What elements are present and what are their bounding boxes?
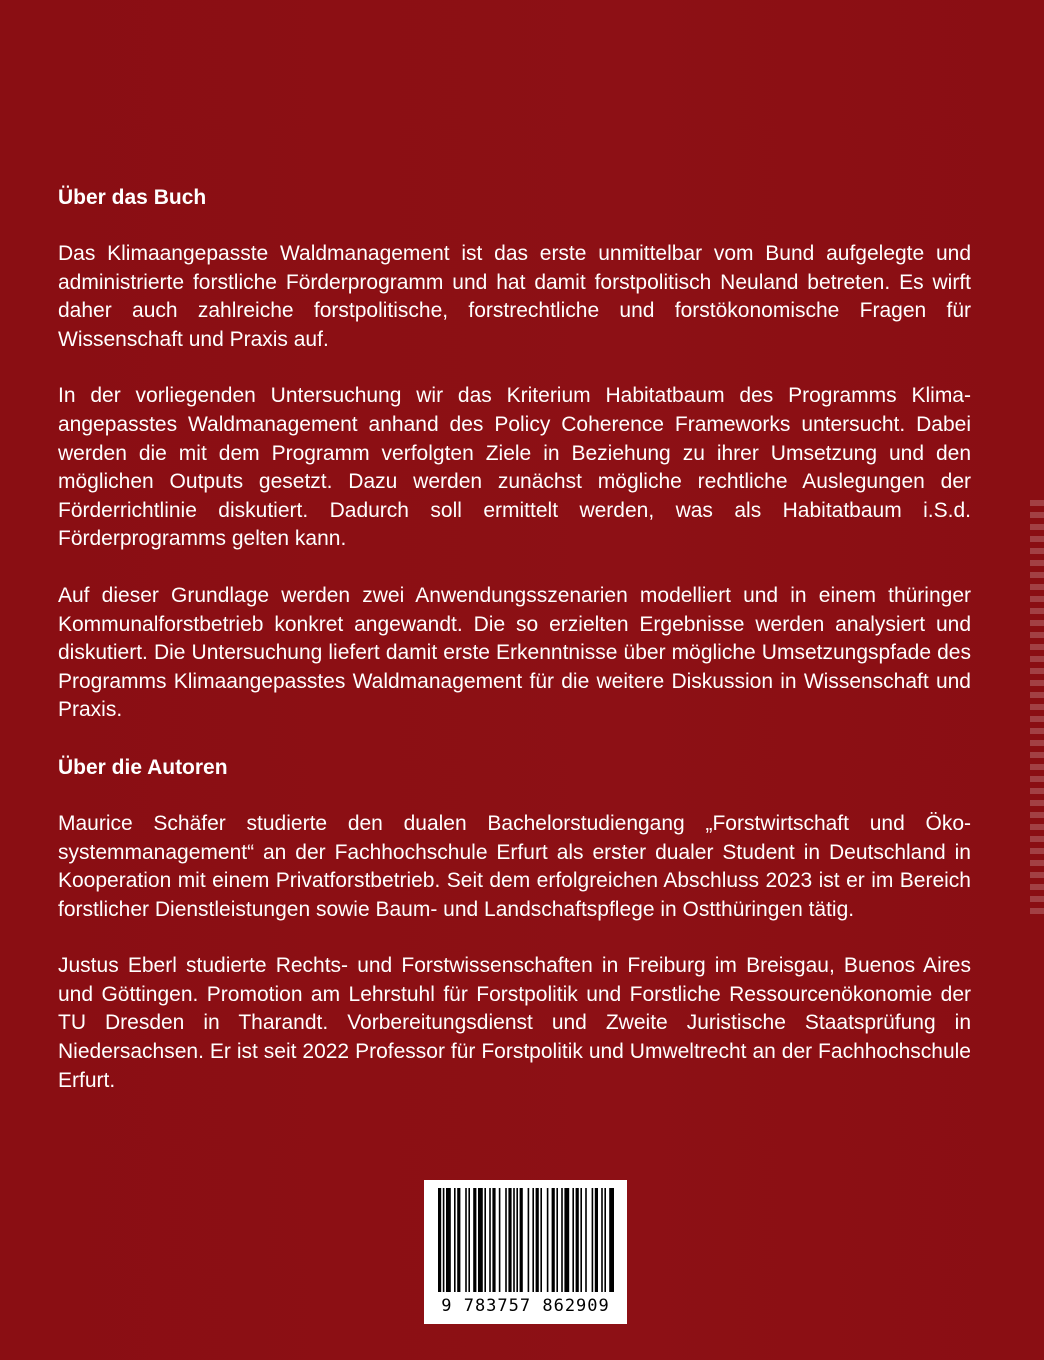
barcode-bar [484, 1188, 486, 1292]
barcode-bar [438, 1188, 441, 1292]
barcode-bar [609, 1188, 614, 1292]
about-book-paragraph-3: Auf dieser Grundlage werden zwei Anwendungsszenarien modelliert und in einem thüringer Kommunalforstbetrieb konkret angewandt. Die so erzielten Ergebnisse werden analysiert und diskutiert. Die Untersuchung liefert damit erste Erkenntnisse über mögliche Umsetzungspfade des Programms Klimaangepasstes Waldmanagement für die weitere Diskussion in Wissenschaft und Praxis. [58, 583, 971, 722]
barcode-bar [508, 1188, 511, 1292]
barcode-bar [468, 1188, 470, 1292]
barcode-bar [592, 1188, 594, 1292]
barcode-bar [516, 1188, 518, 1292]
barcode-bars [424, 1180, 627, 1300]
barcode-bar [547, 1188, 549, 1292]
barcode-bar [561, 1188, 563, 1292]
barcode-bar [505, 1188, 507, 1292]
author-bio-schaefer: Maurice Schäfer studierte den dualen Bachelorstudiengang „Forstwirtschaft und Ökosystemmanagement“ an der Fachhochschule Erfurt als erster dualer Student in Deutschland in Kooperation mit einem Privatforstbetrieb. Seit dem erfolgreichen Abschluss 2023 ist er im Bereich forstlicher Dienstleistungen sowie Baum- und Landschaftspflege in Ostthüringen tätig. [58, 811, 971, 921]
barcode-bar [536, 1188, 539, 1292]
barcode-bar [457, 1188, 460, 1292]
barcode-bar [532, 1188, 534, 1292]
about-book-heading: Über das Buch [58, 186, 207, 209]
barcode-bar [576, 1188, 579, 1292]
barcode-bar [595, 1188, 598, 1292]
isbn-barcode [424, 1180, 627, 1324]
barcode-bar [601, 1188, 603, 1292]
blurb-content [58, 183, 971, 1123]
barcode-bar [540, 1188, 542, 1292]
barcode-bar [478, 1188, 483, 1292]
barcode-bar [489, 1188, 491, 1292]
spine-edge [1030, 500, 1044, 920]
about-book-paragraph-2: In der vorliegenden Untersuchung wir das Kriterium Habitatbaum des Programms Klimaangepasstes Waldmanagement anhand des Policy Coherence Frameworks untersucht. Dabei werden die mit dem Programm verfolgten Ziele in Beziehung zu ihrer Umsetzung und den möglichen Outputs gesetzt. Dazu werden zunächst mögliche rechtliche Auslegungen der Förderrichtlinie diskutiert. Dadurch soll ermittelt werden, was als Habitatbaum i.S.d. Förderprogramms gelten kann. [58, 384, 971, 551]
barcode-bar [528, 1188, 530, 1292]
barcode-bar [443, 1188, 445, 1292]
barcode-bar [580, 1188, 582, 1292]
barcode-bar [585, 1188, 587, 1292]
isbn-number: 9 783757 862909 [441, 1296, 610, 1316]
barcode-bar [572, 1188, 574, 1292]
about-authors-heading: Über die Autoren [58, 755, 228, 779]
barcode-bar [513, 1188, 515, 1292]
barcode-bar [454, 1188, 456, 1292]
author-bio-eberl: Justus Eberl studierte Rechts- und Forstwissenschaften in Freiburg im Breisgau, Buenos Aires und Göttingen. Promotion am Lehrstuhl für Forstpolitik und Forstliche Ressourcenökonomie der TU Dresden in Tharandt. Vorbereitungsdienst und Zweite Juristische Staatsprüfung in Niedersachsen. Er ist seit 2022 Professor für Forstpolitik und Umweltrecht an der Fachhochschule Erfurt. [58, 954, 971, 1092]
barcode-bar [556, 1188, 558, 1292]
about-book-paragraph-1: Das Klimaangepasste Waldmanagement ist das erste unmittelbar vom Bund aufgelegte und administrierte forstliche Förderprogramm und hat damit forstpolitisch Neuland betreten. Es wirft daher auch zahlreiche forstpolitische, forstrechtliche und forstökonomische Fragen für Wissenschaft und Praxis auf. [58, 242, 971, 351]
barcode-bar [604, 1188, 606, 1292]
barcode-bar [465, 1188, 467, 1292]
barcode-bar [552, 1188, 555, 1292]
barcode-bar [446, 1188, 451, 1292]
barcode-bar [499, 1188, 501, 1292]
barcode-bar [473, 1188, 476, 1292]
barcode-bar [520, 1188, 523, 1292]
barcode-bar [564, 1188, 569, 1292]
barcode-bar [492, 1188, 495, 1292]
